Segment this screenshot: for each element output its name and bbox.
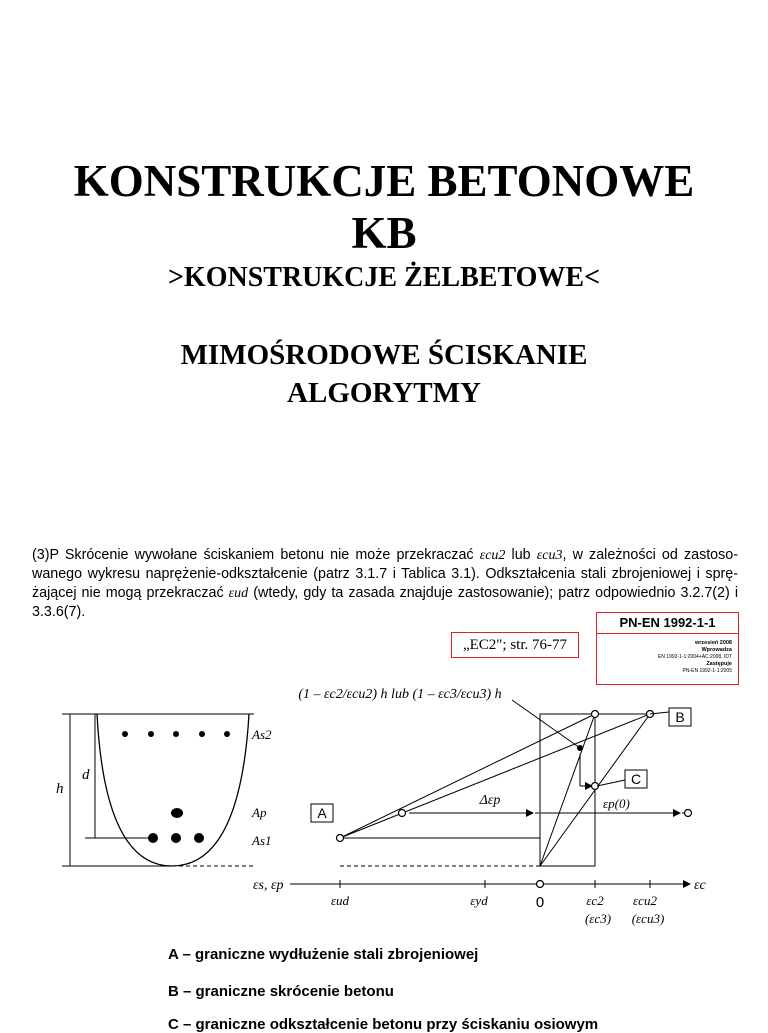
- tick-eyd: εyd: [470, 893, 488, 908]
- title-line-2: KB: [351, 208, 417, 258]
- subtitle: >KONSTRUKCJE ŻELBETOWE<: [167, 262, 601, 293]
- tick-zero: 0: [535, 894, 545, 911]
- tick-eud: εud: [330, 893, 350, 908]
- reference-note: „EC2"; str. 76-77: [451, 632, 579, 658]
- point-b: B: [675, 709, 685, 725]
- legend-a: A – graniczne wydłużenie stali zbrojeniowej: [168, 946, 479, 963]
- label-d: d: [82, 767, 90, 783]
- label-as2: As2: [252, 727, 272, 742]
- label-as1: As1: [252, 833, 272, 848]
- label-h: h: [56, 781, 64, 797]
- standard-introduces: EN 1992-1-1:2004+AC:2008, IDT: [657, 654, 732, 660]
- title-line-1: KONSTRUKCJE BETONOWE: [73, 156, 695, 206]
- topic-line-1: MIMOŚRODOWE ŚCISKANIE: [180, 339, 588, 371]
- code-clause-paragraph: (3)P Skrócenie wywołane ściskaniem betonu nie może przekraczać εcu2 lub εcu3, w zależności od zastoso-wanego wykresu naprężenie-odkształcenie (patrz 3.1.7 i Tablica 3.1). Odkształcenia stali zbrojeniowej i sprę-żającej nie mogą przekraczać εud (wtedy, gdy ta zasada znajduje zastosowanie); patrz odpowiednio 3.2.7(2) i 3.3.6(7).: [32, 547, 738, 620]
- standard-date: wrzesień 2008: [695, 640, 732, 646]
- axis-right-label: εc: [694, 878, 706, 893]
- cross-section: [62, 714, 254, 866]
- standard-replaces-label: Zastępuje: [706, 661, 732, 667]
- ep0-label: εp(0): [603, 796, 630, 811]
- point-c: C: [630, 771, 642, 787]
- standard-replaces: PN-EN 1992-1-1:2005: [682, 668, 732, 674]
- tick-ecu3: (εcu3): [631, 911, 665, 926]
- legend-b: B – graniczne skrócenie betonu: [168, 983, 394, 1000]
- standard-code: PN-EN 1992-1-1: [597, 613, 738, 634]
- axis-left-label: εs, εp: [253, 878, 284, 893]
- formula-label: (1 – εc2/εcu2) h lub (1 – εc3/εcu3) h: [298, 687, 502, 702]
- topic-line-2: ALGORYTMY: [287, 377, 481, 409]
- point-a: A: [317, 805, 327, 821]
- tick-ec2: εc2: [586, 893, 604, 908]
- delta-ep-label: Δεp: [479, 793, 501, 808]
- label-ap: Ap: [252, 805, 267, 820]
- tick-ecu2: εcu2: [633, 893, 657, 908]
- legend-c: C – graniczne odkształcenie betonu przy ściskaniu osiowym: [168, 1016, 599, 1033]
- standard-introduces-label: Wprowadza: [701, 647, 732, 653]
- tick-ec3: (εc3): [584, 911, 612, 926]
